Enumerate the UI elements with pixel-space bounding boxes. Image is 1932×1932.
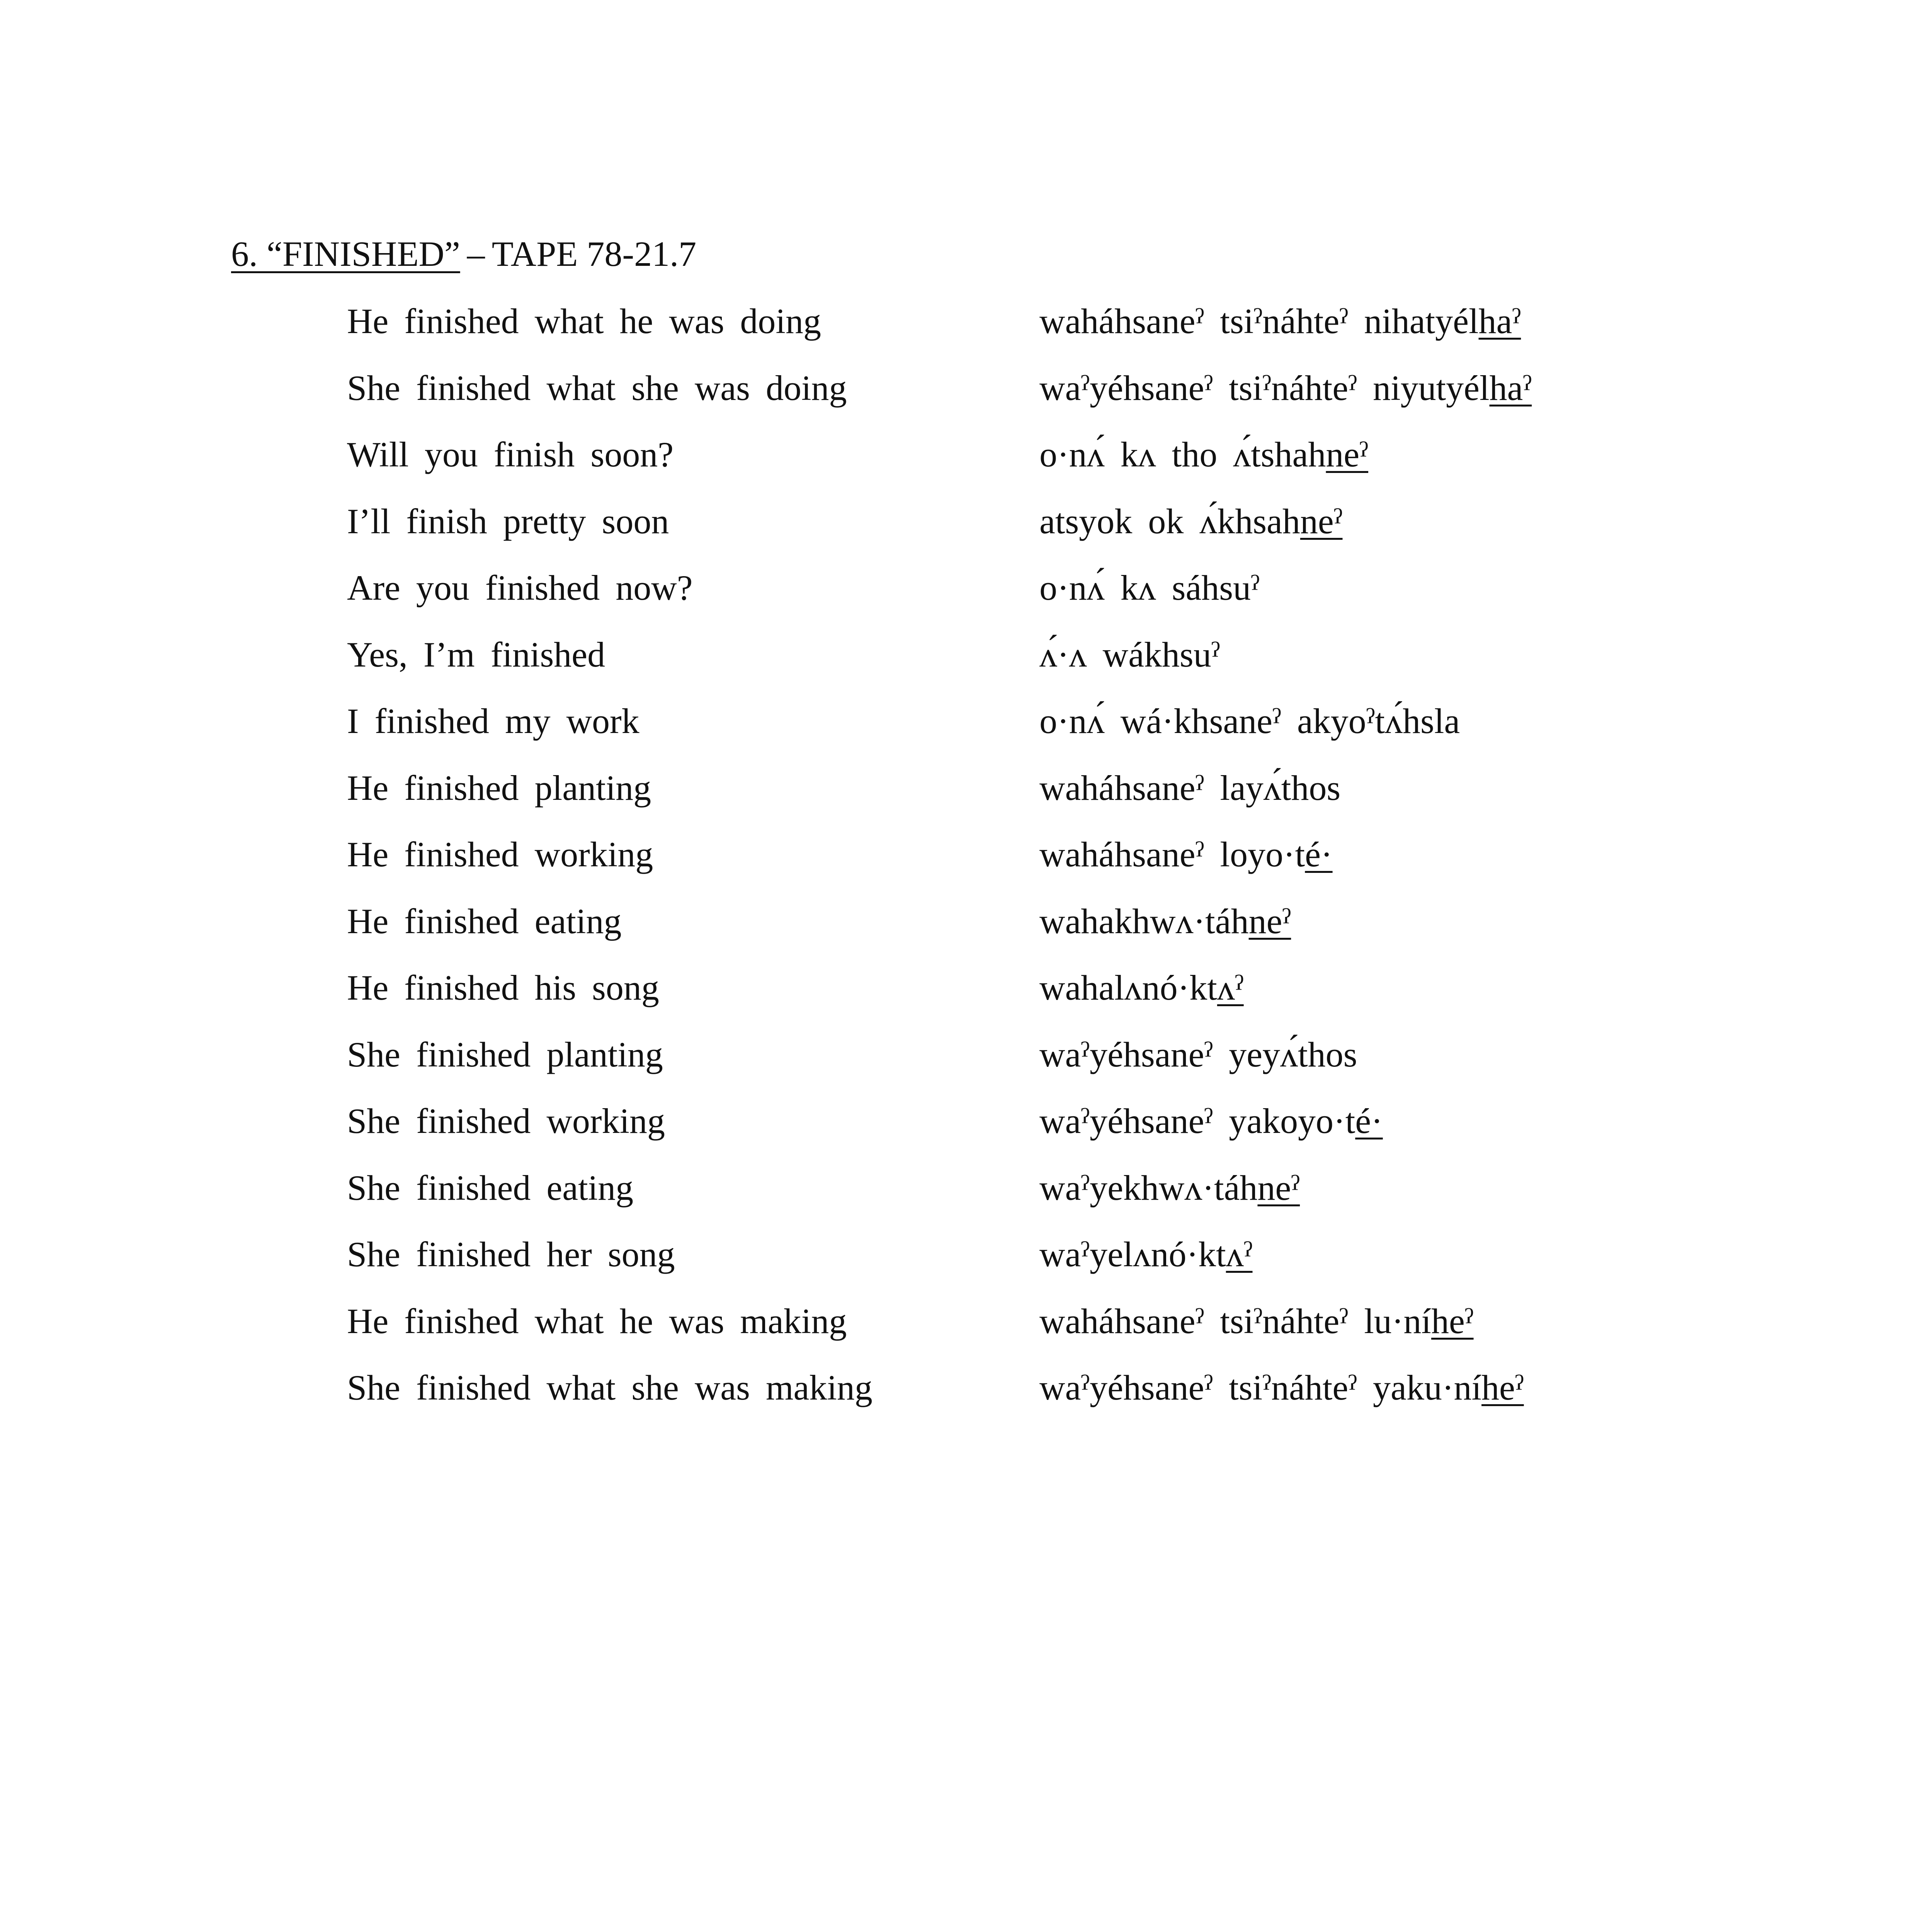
mohawk-translation [1039,563,1260,613]
mohawk-translation [1039,963,1244,1013]
mohawk-underlined-suffix: heˀ [1481,1368,1524,1407]
translation-row [0,963,1932,1029]
translation-row [0,296,1932,363]
mohawk-translation [1039,696,1460,746]
english-phrase: I’ll finish pretty soon [347,501,669,541]
english-phrase: Yes, I’m finished [347,634,605,674]
english-phrase: He finished what he was doing [347,301,821,341]
english-phrase: She finished what she was making [347,1368,872,1407]
mohawk-text: ʌ́·ʌ wákhsuˀ [1039,634,1220,674]
translation-row [0,629,1932,696]
mohawk-underlined-suffix: haˀ [1489,368,1532,408]
mohawk-translation [1039,629,1220,680]
translation-row [0,1029,1932,1096]
section-heading [231,229,696,279]
mohawk-underlined-suffix: neˀ [1300,501,1343,541]
translation-row [0,829,1932,896]
mohawk-translation [1039,1296,1474,1346]
translation-row [0,363,1932,430]
translation-row [0,496,1932,563]
mohawk-text: waháhsaneˀ tsiˀnáhteˀ lu·ní [1039,1301,1431,1341]
translation-row [0,1096,1932,1163]
mohawk-translation [1039,1029,1357,1080]
mohawk-text: waˀyéhsaneˀ tsiˀnáhteˀ yaku·ní [1039,1368,1482,1407]
mohawk-text: o·nʌ́ kʌ tho ʌ́tshah [1039,435,1326,474]
translation-row [0,696,1932,763]
english-phrase: He finished his song [347,968,659,1007]
mohawk-translation [1039,1229,1253,1279]
mohawk-translation [1039,429,1368,480]
english-phrase: Are you finished now? [347,568,693,607]
mohawk-underlined-suffix: é· [1355,1101,1383,1141]
english-phrase: I finished my work [347,701,639,741]
translation-row [0,429,1932,496]
english-phrase: She finished her song [347,1235,675,1274]
mohawk-underlined-suffix: neˀ [1326,435,1369,474]
mohawk-underlined-suffix: ʌˀ [1226,1235,1253,1274]
mohawk-translation [1039,1096,1383,1146]
english-phrase: Will you finish soon? [347,435,674,474]
mohawk-text: wahalʌnó·kt [1039,968,1217,1007]
section-title: 6. “FINISHED” [231,234,460,274]
mohawk-translation [1039,363,1532,413]
mohawk-text: waháhsaneˀ loyo·t [1039,835,1305,874]
mohawk-underlined-suffix: neˀ [1257,1168,1300,1208]
heading-dash: – [467,234,485,274]
translation-row [0,1362,1932,1429]
translation-row [0,763,1932,830]
english-phrase: She finished what she was doing [347,368,847,408]
mohawk-text: o·nʌ́ kʌ sáhsuˀ [1039,568,1260,607]
english-phrase: He finished what he was making [347,1301,847,1341]
mohawk-text: waháhsaneˀ tsiˀnáhteˀ nihatyél [1039,301,1479,341]
mohawk-underlined-suffix: neˀ [1248,901,1291,941]
mohawk-translation [1039,829,1333,879]
english-phrase: He finished working [347,835,653,874]
mohawk-underlined-suffix: é· [1305,835,1333,874]
translation-row [0,563,1932,629]
english-phrase: She finished working [347,1101,665,1141]
mohawk-underlined-suffix: heˀ [1431,1301,1474,1341]
english-phrase: He finished planting [347,768,651,808]
translation-row [0,1163,1932,1230]
mohawk-text: waˀyelʌnó·kt [1039,1235,1226,1274]
mohawk-underlined-suffix: ʌˀ [1217,968,1244,1007]
translation-row [0,896,1932,963]
mohawk-text: waˀyéhsaneˀ tsiˀnáhteˀ niyutyél [1039,368,1490,408]
english-phrase: She finished planting [347,1034,663,1074]
mohawk-translation [1039,496,1343,546]
mohawk-text: o·nʌ́ wá·khsaneˀ akyoˀtʌ́hsla [1039,701,1460,741]
tape-reference: TAPE 78-21.7 [492,234,697,274]
mohawk-text: waháhsaneˀ layʌ́thos [1039,768,1341,808]
mohawk-translation [1039,1163,1300,1213]
mohawk-text: waˀyéhsaneˀ yakoyo·t [1039,1101,1355,1141]
mohawk-translation [1039,896,1291,946]
mohawk-translation [1039,1362,1524,1413]
mohawk-translation [1039,763,1340,813]
translation-row [0,1229,1932,1296]
mohawk-text: waˀyekhwʌ·táh [1039,1168,1258,1208]
mohawk-text: waˀyéhsaneˀ yeyʌ́thos [1039,1034,1357,1074]
mohawk-underlined-suffix: haˀ [1478,301,1521,341]
english-phrase: She finished eating [347,1168,634,1208]
mohawk-text: atsyok ok ʌ́khsah [1039,501,1300,541]
english-phrase: He finished eating [347,901,622,941]
mohawk-text: wahakhwʌ·táh [1039,901,1249,941]
translation-row [0,1296,1932,1363]
translation-list [0,296,1932,1429]
mohawk-translation [1039,296,1521,346]
